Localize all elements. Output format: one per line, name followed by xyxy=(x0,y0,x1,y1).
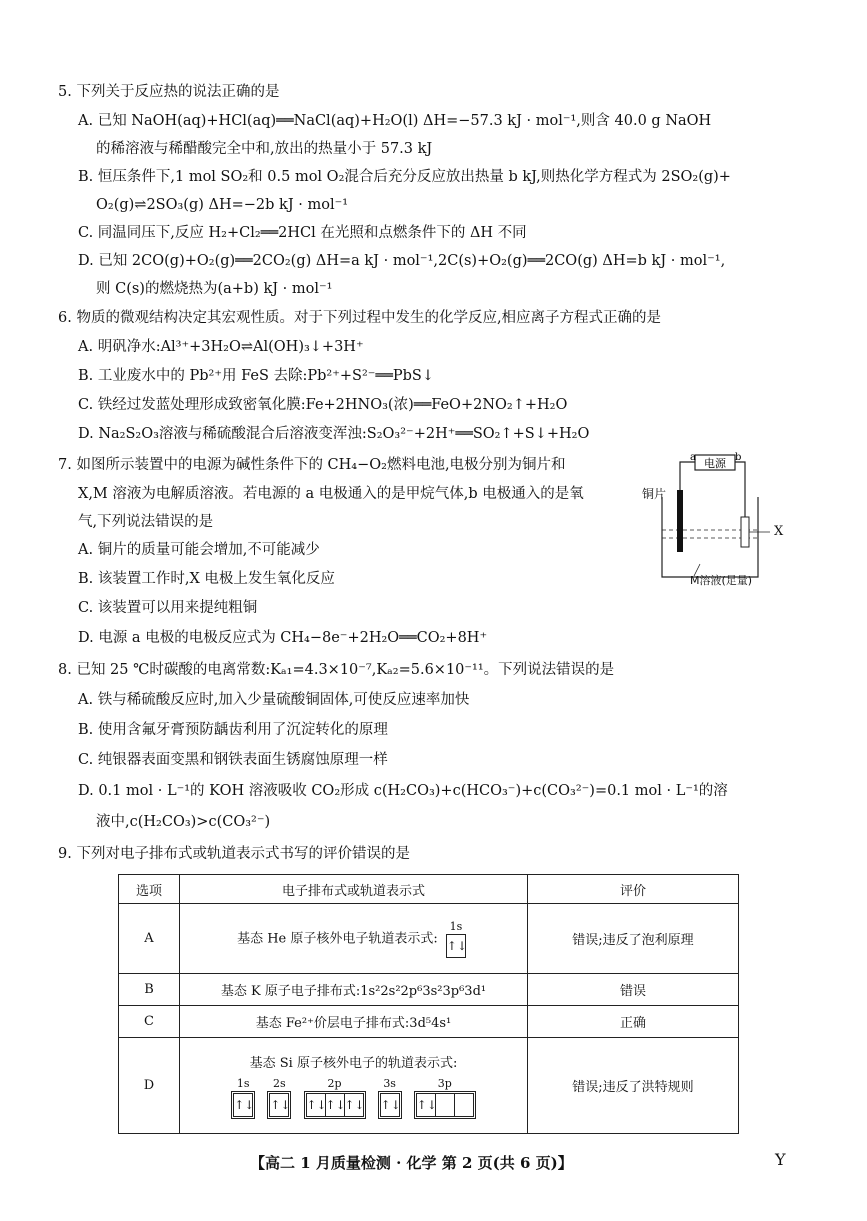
q5-option-b-cont: O₂(g)⇌2SO₃(g) ΔH=−2b kJ · mol⁻¹ xyxy=(96,197,349,213)
si-orbital-3p xyxy=(414,1077,476,1119)
row-evaluation: 错误;违反了洪特规则 xyxy=(528,1038,739,1134)
q6-option-d: D. Na₂S₂O₃溶液与稀硫酸混合后溶液变浑浊:S₂O₃²⁻+2H⁺══SO₂↑+S↓+H₂O xyxy=(78,426,590,442)
copper-label: 铜片 xyxy=(642,487,667,501)
orbital-box xyxy=(454,1093,474,1117)
electrolysis-diagram xyxy=(642,452,810,602)
q7-option-b: B. 该装置工作时,X 电极上发生氧化反应 xyxy=(78,571,335,587)
orbital-label: 1s xyxy=(236,1077,250,1090)
table-header-row xyxy=(119,875,739,904)
x-electrode xyxy=(741,517,749,547)
q7-option-c: C. 该装置可以用来提纯粗铜 xyxy=(78,600,258,616)
row-formula xyxy=(180,904,528,974)
q6-option-c: C. 铁经过发蓝处理形成致密氧化膜:Fe+2HNO₃(浓)══FeO+2NO₂↑+H₂O xyxy=(78,397,568,413)
page-footer: 【高二 1 月质量检测 · 化学 第 2 页(共 6 页)】 xyxy=(250,1154,573,1172)
orbital-label: 1s xyxy=(449,919,463,933)
orbital-label: 2p xyxy=(327,1077,342,1090)
q5-option-d: D. 已知 2CO(g)+O₂(g)══2CO₂(g) ΔH=a kJ · mol⁻¹,2C(s)+O₂(g)══2CO(g) ΔH=b kJ · mol⁻¹, xyxy=(78,253,726,269)
header-formula: 电子排布式或轨道表示式 xyxy=(180,875,528,904)
si-orbital-2p xyxy=(304,1077,366,1119)
si-orbital-1s xyxy=(231,1077,255,1119)
si-orbital-2s xyxy=(267,1077,291,1119)
row-option: C xyxy=(119,1006,180,1038)
orbital-box xyxy=(435,1093,455,1117)
header-evaluation: 评价 xyxy=(528,875,739,904)
q8-option-a: A. 铁与稀硫酸反应时,加入少量硫酸铜固体,可使反应速率加快 xyxy=(78,692,470,708)
table-row xyxy=(119,1038,739,1134)
header-option: 选项 xyxy=(119,875,180,904)
orbital-box: ↑↓ xyxy=(446,934,466,958)
row-evaluation: 正确 xyxy=(528,1006,739,1038)
orbital-box: ↑↓ xyxy=(325,1093,345,1117)
row-formula-text: 基态 He 原子核外电子轨道表示式: xyxy=(237,931,438,946)
orbital-label: 3p xyxy=(437,1077,452,1090)
row-formula: 基态 K 原子电子排布式:1s²2s²2p⁶3s²3p⁶3d¹ xyxy=(180,974,528,1006)
power-source-label: 电源 xyxy=(704,457,726,470)
table-row xyxy=(119,1006,739,1038)
row-evaluation: 错误 xyxy=(528,974,739,1006)
orbital-box: ↑↓ xyxy=(344,1093,364,1117)
version-mark: Y xyxy=(775,1150,786,1169)
solution-label: M溶液(足量) xyxy=(690,574,753,587)
row-evaluation: 错误;违反了泡利原理 xyxy=(528,904,739,974)
q5-option-d-cont: 则 C(s)的燃烧热为(a+b) kJ · mol⁻¹ xyxy=(96,281,333,297)
q7-stem-cont: X,M 溶液为电解质溶液。若电源的 a 电极通入的是甲烷气体,b 电极通入的是氧 xyxy=(78,486,584,502)
q7-option-d: D. 电源 a 电极的电极反应式为 CH₄−8e⁻+2H₂O══CO₂+8H⁺ xyxy=(78,630,488,646)
q5-option-a: A. 已知 NaOH(aq)+HCl(aq)══NaCl(aq)+H₂O(l) ΔH=−57.3 kJ · mol⁻¹,则含 40.0 g NaOH xyxy=(78,113,712,129)
orbital-box: ↑↓ xyxy=(306,1093,326,1117)
q5-option-b: B. 恒压条件下,1 mol SO₂和 0.5 mol O₂混合后充分反应放出热量 b kJ,则热化学方程式为 2SO₂(g)+ xyxy=(78,169,731,185)
orbital-box: ↑↓ xyxy=(380,1093,400,1117)
table-row xyxy=(119,904,739,974)
q8-stem: 8. 已知 25 ℃时碳酸的电离常数:Kₐ₁=4.3×10⁻⁷,Kₐ₂=5.6×10⁻¹¹。下列说法错误的是 xyxy=(58,662,615,678)
row-option: A xyxy=(119,904,180,974)
electrode-a-label: a xyxy=(690,452,696,463)
q6-option-b: B. 工业废水中的 Pb²⁺用 FeS 去除:Pb²⁺+S²⁻══PbS↓ xyxy=(78,368,435,384)
row-formula-text: 基态 Si 原子核外电子的轨道表示式: xyxy=(249,1056,458,1071)
q7-stem-cont2: 气,下列说法错误的是 xyxy=(78,514,214,530)
row-option: B xyxy=(119,974,180,1006)
q5-option-c: C. 同温同压下,反应 H₂+Cl₂══2HCl 在光照和点燃条件下的 ΔH 不同 xyxy=(78,225,527,241)
q5-stem: 5. 下列关于反应热的说法正确的是 xyxy=(58,84,280,100)
copper-plate xyxy=(677,490,683,552)
si-orbital-3s xyxy=(378,1077,402,1119)
q8-option-c: C. 纯银器表面变黑和钢铁表面生锈腐蚀原理一样 xyxy=(78,752,388,768)
q8-option-d-cont: 液中,c(H₂CO₃)>c(CO₃²⁻) xyxy=(96,814,271,830)
q8-option-b: B. 使用含氟牙膏预防龋齿利用了沉淀转化的原理 xyxy=(78,722,388,738)
q9-stem: 9. 下列对电子排布式或轨道表示式书写的评价错误的是 xyxy=(58,846,410,862)
table-row xyxy=(119,974,739,1006)
orbital-label: 2s xyxy=(273,1077,286,1090)
row-option: D xyxy=(119,1038,180,1134)
x-label: X xyxy=(774,524,784,539)
orbital-box: ↑↓ xyxy=(416,1093,436,1117)
evaluation-table xyxy=(118,874,739,1134)
q5-option-a-cont: 的稀溶液与稀醋酸完全中和,放出的热量小于 57.3 kJ xyxy=(96,141,433,157)
he-orbital xyxy=(446,920,466,958)
q7-stem: 7. 如图所示装置中的电源为碱性条件下的 CH₄−O₂燃料电池,电极分别为铜片和 xyxy=(58,457,566,473)
q6-option-a: A. 明矾净水:Al³⁺+3H₂O⇌Al(OH)₃↓+3H⁺ xyxy=(78,339,364,355)
row-formula: 基态 Fe²⁺价层电子排布式:3d⁵4s¹ xyxy=(180,1006,528,1038)
q6-stem: 6. 物质的微观结构决定其宏观性质。对于下列过程中发生的化学反应,相应离子方程式正确的是 xyxy=(58,310,662,326)
orbital-box: ↑↓ xyxy=(269,1093,289,1117)
electrode-b-label: b xyxy=(735,452,742,463)
q8-option-d: D. 0.1 mol · L⁻¹的 KOH 溶液吸收 CO₂形成 c(H₂CO₃)+c(HCO₃⁻)+c(CO₃²⁻)=0.1 mol · L⁻¹的溶 xyxy=(78,783,728,799)
q7-option-a: A. 铜片的质量可能会增加,不可能减少 xyxy=(78,542,320,558)
orbital-label: 3s xyxy=(383,1077,396,1090)
orbital-box: ↑↓ xyxy=(233,1093,253,1117)
row-formula xyxy=(180,1038,528,1134)
